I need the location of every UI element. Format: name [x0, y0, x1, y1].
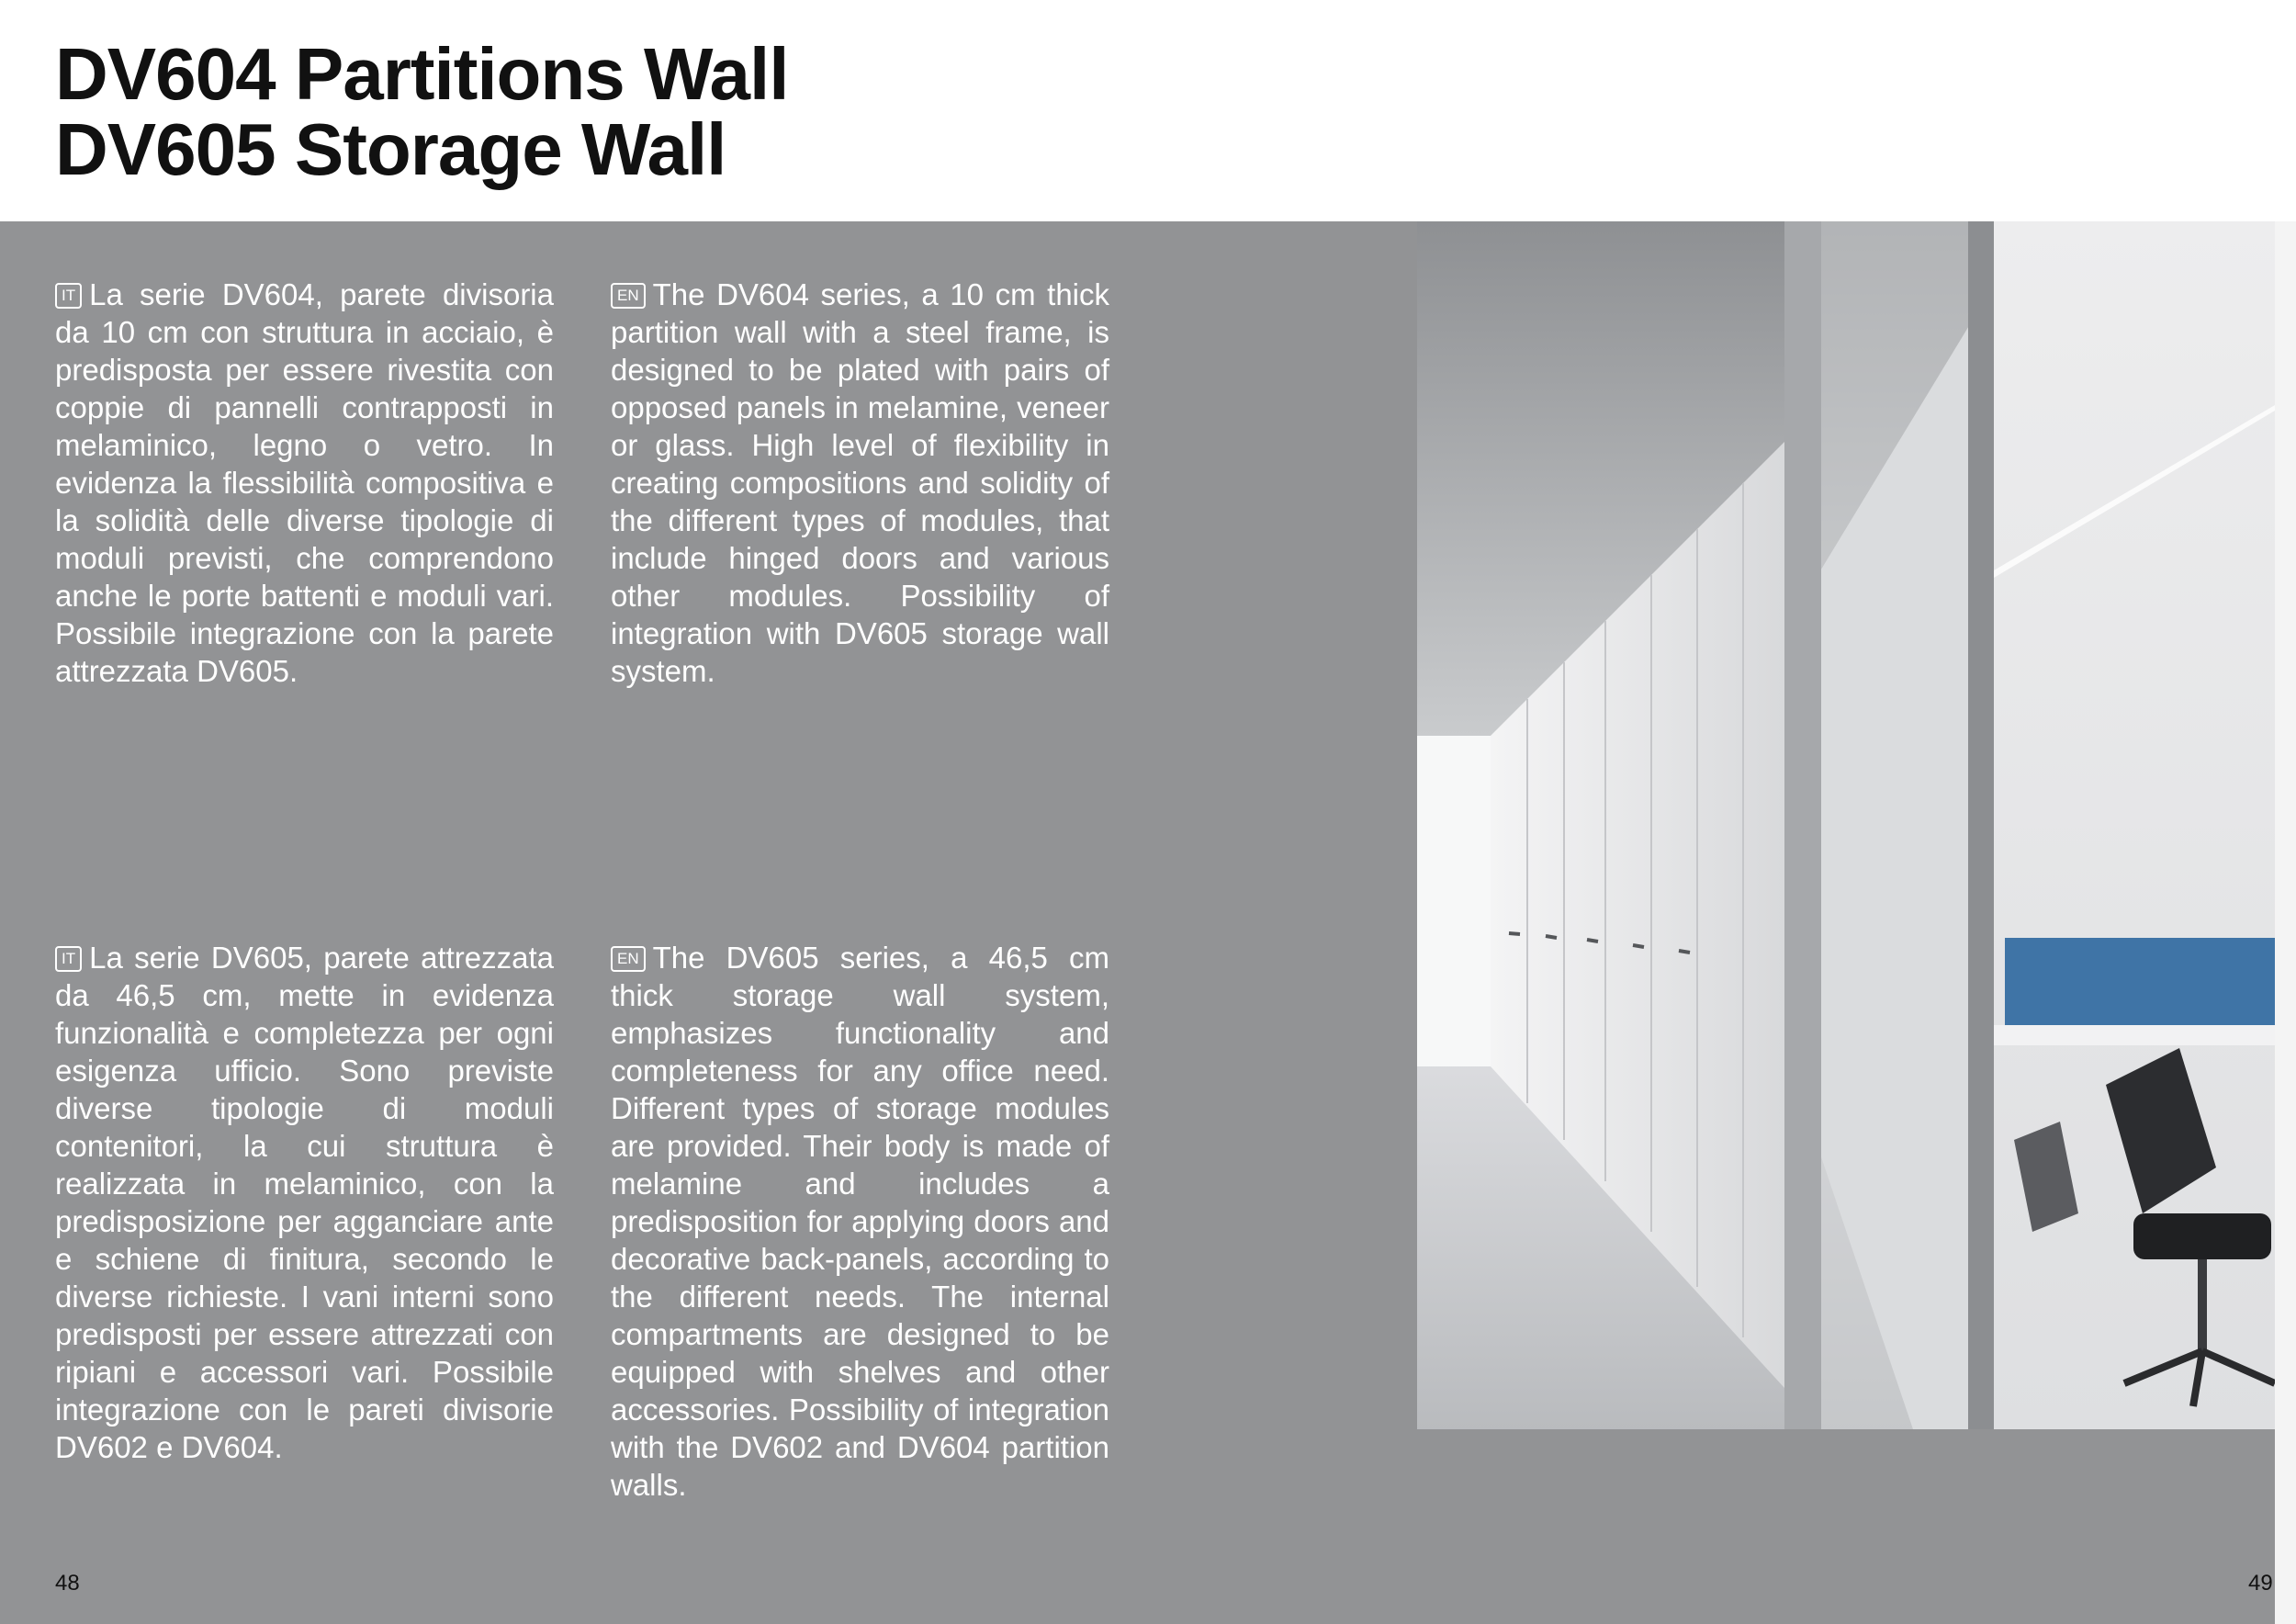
page-number-left: 48	[55, 1571, 80, 1596]
photo-glass-frame-2	[1968, 221, 1994, 1429]
text-block-it-dv605	[55, 939, 554, 1466]
paragraph-en-dv605: The DV605 series, a 46,5 cm thick storage wall system, emphasizes functionality and completeness for any office need. Different types of storage modules are provided. Their body is made of melamine and includes a predisposition for applying doors and decorative back-panels, according to the different needs. The internal compartments are designed to be equipped with shelves and other accessories. Possibility of integration with the DV602 and DV604 partition walls.	[611, 941, 1109, 1502]
paragraph-it-dv605: La serie DV605, parete attrezzata da 46,5 cm, mette in evidenza funzionalità e completezza per ogni esigenza ufficio. Sono previste diverse tipologie di moduli contenitori, la cui struttura è realizzata in melaminico, con la predisposizione per agganciare ante e schiene di finitura, secondo le diverse richieste. I vani interni sono predisposti per essere attrezzati con ripiani e accessori vari. Possibile integrazione con le pareti divisorie DV602 e DV604.	[55, 941, 554, 1464]
title-line-1: DV604 Partitions Wall	[55, 33, 789, 115]
lang-tag-en: EN	[611, 946, 646, 972]
photo-left-window	[1417, 736, 1491, 1066]
photo-glass-frame	[1784, 221, 1821, 1429]
text-block-en-dv605	[611, 939, 1109, 1504]
lang-tag-it: IT	[55, 283, 82, 309]
paragraph-en-dv604: The DV604 series, a 10 cm thick partition wall with a steel frame, is designed to be plated with pairs of opposed panels in melamine, veneer or glass. High level of flexibility in creating compositions and solidity of the different types of modules, that include hinged doors and various other modules. Possibility of integration with DV605 storage wall system.	[611, 277, 1109, 688]
title-line-2: DV605 Storage Wall	[55, 108, 726, 190]
lang-tag-en: EN	[611, 283, 646, 309]
photo-chair-seat	[2133, 1213, 2271, 1259]
lang-tag-it: IT	[55, 946, 82, 972]
page-edge	[2275, 221, 2296, 1624]
page-title	[55, 33, 789, 190]
text-block-it-dv604	[55, 276, 554, 690]
text-block-en-dv604	[611, 276, 1109, 690]
photo-blue-partition	[2005, 938, 2275, 1025]
paragraph-it-dv604: La serie DV604, parete divisoria da 10 cm con struttura in acciaio, è predisposta per essere rivestita con coppie di pannelli contrapposti in melaminico, legno o vetro. In evidenza la flessibilità compositiva e la solidità delle diverse tipologie di moduli previsti, che comprendono anche le porte battenti e moduli vari. Possibile integrazione con la parete attrezzata DV605.	[55, 277, 554, 688]
photo-glass-panel	[1821, 221, 1968, 1429]
page-number-right: 49	[2248, 1571, 2273, 1596]
office-photo	[1417, 221, 2275, 1429]
photo-desk	[1994, 1025, 2275, 1045]
